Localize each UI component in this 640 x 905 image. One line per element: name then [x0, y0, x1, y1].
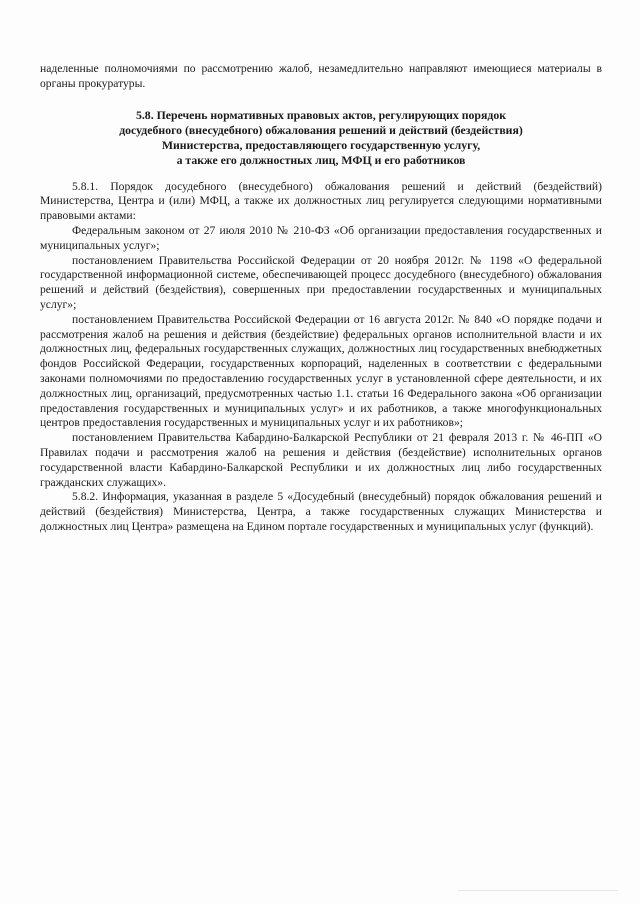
paragraph-federal-law: Федеральным законом от 27 июля 2010 № 210-ФЗ «Об организации предоставления государственных и муниципальных услуг»; [40, 223, 602, 252]
heading-line-3: Министерства, предоставляющего государственную услугу, [161, 137, 481, 152]
paragraph-decree-1198: постановлением Правительства Российской Федерации от 20 ноября 2012г. № 1198 «О федеральной государственной информационной системе, обеспечивающей процесс досудебного (внесудебного) обжалования решений и действий (бездействия), совершенных при предоставлении государственных и муниципальных услуг»; [40, 253, 602, 311]
heading-line-1: 5.8. Перечень нормативных правовых актов, регулирующих порядок [135, 107, 507, 122]
heading-line-4: а также его должностных лиц, МФЦ и его работников [176, 152, 466, 167]
paragraph-decree-46pp: постановлением Правительства Кабардино-Балкарской Республики от 21 февраля 2013 г. № 46-ПП «О Правилах подачи и рассмотрения жалоб на решения и действия (бездействие) исполнительных органов государственной власти Кабардино-Балкарской Республики и их должностных лиц либо государственных гражданских служащих». [40, 431, 602, 489]
intro-paragraph: наделенные полномочиями по рассмотрению жалоб, незамедлительно направляют имеющиеся материалы в органы прокуратуры. [40, 62, 602, 90]
section-heading [40, 108, 602, 168]
document-body [40, 62, 602, 535]
scan-artifact-line [458, 890, 618, 891]
paragraph-5-8-2: 5.8.2. Информация, указанная в разделе 5 «Досудебный (внесудебный) порядок обжалования решений и действий (бездействия) Министерства, Центра, а также государственных служащих Министерства и должностных лиц Центра» размещена на Едином портале государственных и муниципальных услуг (функций). [40, 490, 602, 533]
paragraph-decree-840: постановлением Правительства Российской Федерации от 16 августа 2012г. № 840 «О порядке подачи и рассмотрения жалоб на решения и действия (бездействие) федеральных органов исполнительной власти и их должностных лиц, федеральных государственных служащих, должностных лиц государственных внебюджетных фондов Российской Федерации, государственных корпораций, наделенных в соответствии с федеральными законами полномочиями по предоставлению государственных услуг в установленной сфере деятельности, и их должностных лиц, организаций, предусмотренных частью 1.1. статьи 16 Федерального закона «Об организации предоставления государственных и муниципальных услуг» и их работников, а также многофункциональных центров предоставления государственных и муниципальных услуг и их работников»; [40, 312, 602, 430]
heading-line-2: досудебного (внесудебного) обжалования решений и действий (бездействия) [119, 122, 523, 137]
paragraph-5-8-1: 5.8.1. Порядок досудебного (внесудебного) обжалования решений и действий (бездействий) Министерства, Центра и (или) МФЦ, а также их должностных лиц регулируется следующими нормативными правовыми актами: [40, 179, 602, 223]
